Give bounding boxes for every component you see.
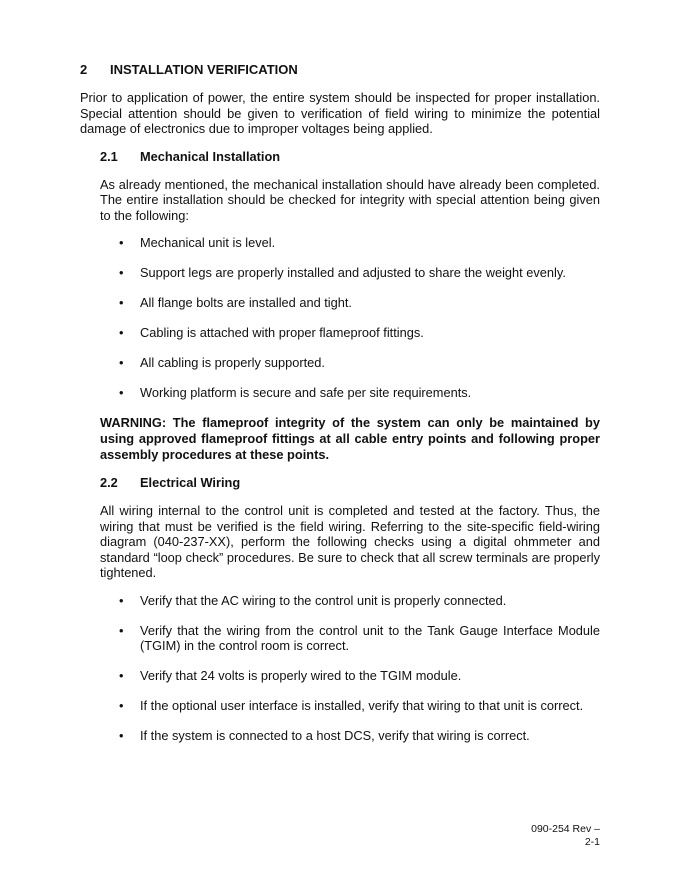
- bullet-icon: •: [119, 698, 124, 713]
- subsection-title: Electrical Wiring: [140, 475, 241, 490]
- list-item: • Verify that 24 volts is properly wired to the TGIM module.: [119, 668, 462, 683]
- bullet-icon: •: [119, 355, 124, 370]
- electrical-paragraph: All wiring internal to the control unit is completed and tested at the factory. Thus, the wiring that must be verified is the field wiring. Referring to the site-specific field-wiring diagram (040-237-XX), perform the following checks using a digital ohmmeter and standard “loop check” procedures. Be sure to check that all screw terminals are properly tightened.: [100, 503, 600, 580]
- section-number: 2: [80, 62, 88, 77]
- bullet-icon: •: [119, 235, 124, 250]
- document-page: [80, 62, 600, 758]
- list-item: • Cabling is attached with proper flameproof fittings.: [119, 325, 424, 340]
- bullet-icon: •: [119, 265, 124, 280]
- bullet-icon: •: [119, 295, 124, 310]
- bullet-icon: •: [119, 385, 124, 400]
- list-item: • Verify that the wiring from the control unit to the Tank Gauge Interface Module (TGIM) in the control room is correct.: [119, 622, 600, 653]
- subsection-number: 2.1: [100, 148, 118, 164]
- mechanical-paragraph: As already mentioned, the mechanical installation should have already been completed. The entire installation should be checked for integrity with special attention being given to the following:: [100, 176, 600, 223]
- list-item: • If the optional user interface is installed, verify that wiring to that unit is correct.: [119, 698, 584, 713]
- subsection-heading-mechanical: [100, 149, 600, 164]
- section-title: INSTALLATION VERIFICATION: [110, 62, 298, 77]
- subsection-heading-electrical: [100, 475, 600, 490]
- warning-paragraph: WARNING: The flameproof integrity of the system can only be maintained by using approved flameproof fittings at all cable entry points and following proper assembly procedures at these points.: [100, 415, 600, 462]
- list-item: • If the system is connected to a host DCS, verify that wiring is correct.: [119, 728, 530, 743]
- mechanical-checklist: [80, 235, 600, 401]
- list-item: • Verify that the AC wiring to the control unit is properly connected.: [119, 592, 507, 608]
- subsection-number: 2.2: [100, 475, 118, 490]
- bullet-icon: •: [119, 668, 124, 683]
- page-footer: [531, 823, 600, 849]
- list-item: • Working platform is secure and safe per site requirements.: [119, 385, 472, 400]
- list-item: • Mechanical unit is level.: [119, 235, 276, 250]
- bullet-icon: •: [119, 728, 124, 743]
- bullet-icon: •: [119, 325, 124, 340]
- list-item: • All cabling is properly supported.: [119, 355, 325, 370]
- list-item: • All flange bolts are installed and tight.: [119, 295, 352, 310]
- section-heading: [80, 62, 600, 77]
- bullet-icon: •: [119, 622, 124, 638]
- document-revision: 090-254 Rev –: [531, 823, 600, 835]
- intro-paragraph: Prior to application of power, the entire system should be inspected for proper installation. Special attention should be given to verification of field wiring to minimize the potential damage of electronics due to improper voltages being applied.: [80, 90, 600, 136]
- bullet-icon: •: [119, 592, 124, 608]
- electrical-checklist: [80, 593, 600, 744]
- subsection-title: Mechanical Installation: [140, 148, 281, 164]
- list-item: • Support legs are properly installed and adjusted to share the weight evenly.: [119, 265, 566, 280]
- page-number: 2-1: [584, 836, 600, 848]
